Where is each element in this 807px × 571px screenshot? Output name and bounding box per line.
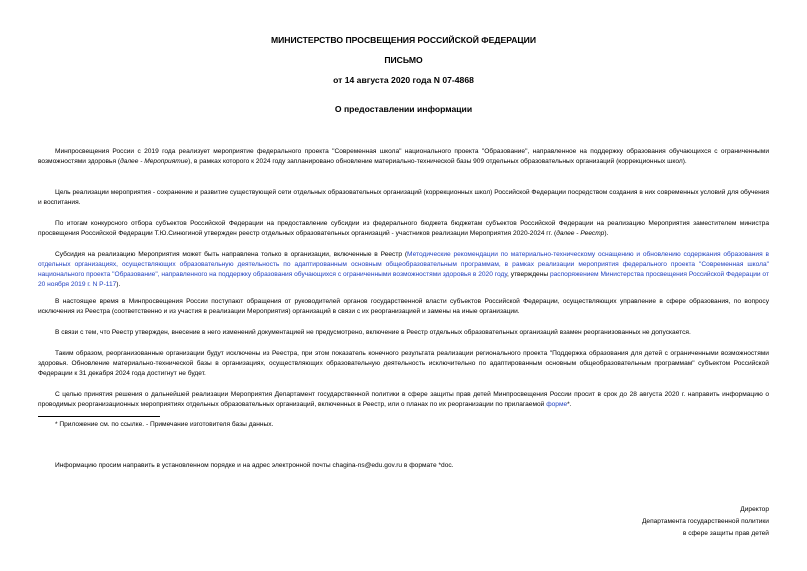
paragraph-1-text-a: Минпросвещения России с 2019 года реализует мероприятие федерального проекта "Современная школа" национального проекта "Образование", направленное на поддержку образования обучающихся с ограниченными возможностями здоровья (: [38, 148, 769, 166]
paragraph-5: В настоящее время в Минпросвещения России поступают обращения от руководителей органов государственной власти субъектов Российской Федерации, осуществляющих управление в сфере образования, по вопросу исключения из Реестра (соответственно и из участия в реализации Мероприятия) организаций в связи с их реорганизацией и замены на иные организации.: [38, 298, 769, 316]
paragraph-4-text-c: ).: [116, 281, 121, 289]
document-subject: О предоставлении информации: [334, 104, 473, 114]
paragraph-4-text-a: Субсидия на реализацию Мероприятия может быть направлена только в организации, включенные в Реестр (: [55, 251, 408, 258]
paragraph-7: Таким образом, реорганизованные организации будут исключены из Реестра, при этом показатель конечного результата реализации регионального проекта "Поддержка образования для детей с ограниченными возможностями здоровья. Обновление материально-технической базы в организациях, осуществляющих образовательную деятельность исключительно по адаптированным основным общеобразовательным программам" субъектом Российской Федерации к 31 декабря 2024 года достигнут не будет.: [38, 350, 769, 378]
document-date-number: от 14 августа 2020 года N 07-4868: [333, 75, 474, 85]
paragraph-1-abbr: далее - Мероприятие: [120, 158, 189, 166]
paragraph-4: [38, 250, 769, 290]
signature-line-2: Департамента государственной политики: [641, 518, 769, 525]
ministry-title: МИНИСТЕРСТВО ПРОСВЕЩЕНИЯ РОССИЙСКОЙ ФЕДЕРАЦИИ: [270, 35, 537, 45]
paragraph-3-text-a: По итогам конкурсного отбора субъектов Российской Федерации на предоставление субсидии из федерального бюджета бюджетам субъектов Российской Федерации на реализацию Мероприятия заместителем министра просвещения Российской Федерации Т.Ю.Синюгиной утвержден реестр отдельных образовательных организаций - участников реализации Мероприятия 2020-2024 гг. (: [38, 220, 769, 238]
signature-line-1: Директор: [740, 506, 769, 513]
attached-form-link[interactable]: форме: [546, 401, 568, 409]
signature-line-3: в сфере защиты прав детей: [682, 530, 769, 537]
paragraph-6: В связи с тем, что Реестр утвержден, внесение в него изменений документацией не предусмотрено, включение в Реестр отдельных образовательных организаций взамен реорганизованных не допускается.: [55, 329, 691, 336]
paragraph-3-abbr: далее - Реестр: [556, 230, 605, 238]
footnote-separator: [38, 416, 160, 417]
paragraph-4-text-b: , утверждены: [507, 271, 550, 279]
paragraph-2: Цель реализации мероприятия - сохранение и развитие существующей сети отдельных образовательных организаций (коррекционных школ) Российской Федерации посредством создания в них современных условий для обучения и воспитания.: [38, 189, 769, 207]
footnote: * Приложение см. по ссылке. - Примечание изготовителя базы данных.: [55, 421, 274, 428]
document-type: ПИСЬМО: [384, 55, 423, 65]
paragraph-8: [38, 390, 769, 410]
paragraph-1: [38, 147, 769, 167]
paragraph-9: Информацию просим направить в установленном порядке и на адрес электронной почты chagina-ns@edu.gov.ru в формате *doc.: [55, 462, 454, 469]
paragraph-3: [38, 219, 769, 239]
methodical-recommendations-link[interactable]: Методические рекомендации по материально-техническому оснащению и обновлению содержания образования в отдельных организациях, осуществляющих образовательную деятельность по адаптированным основным общеобразовательным программам, в рамках реализации мероприятия федерального проекта "Современная школа" национального проекта "Образование", направленного на поддержку образования обучающихся с ограниченными возможностями здоровья в 2020 году: [38, 251, 769, 279]
paragraph-8-text-c: *.: [567, 401, 572, 409]
paragraph-8-text-a: С целью принятия решения о дальнейшей реализации Мероприятия Департамент государственной политики в сфере защиты прав детей Минпросвещения России просит в срок до 28 августа 2020 г. направить информацию о проводимых реорганизационных мероприятиях отдельных образовательных организаций, включенных в Реестр, или о планах по их реорганизации по прилагаемой: [38, 391, 769, 409]
order-r117-link[interactable]: распоряжением Министерства просвещения Российской Федерации от 20 ноября 2019 г. N Р-117: [38, 271, 769, 289]
paragraph-1-text-c: ), в рамках которого к 2024 году запланировано обновление материально-технической базы 909 отдельных образовательных организаций (коррекционных школ).: [188, 158, 687, 166]
paragraph-3-text-c: ).: [604, 230, 609, 238]
